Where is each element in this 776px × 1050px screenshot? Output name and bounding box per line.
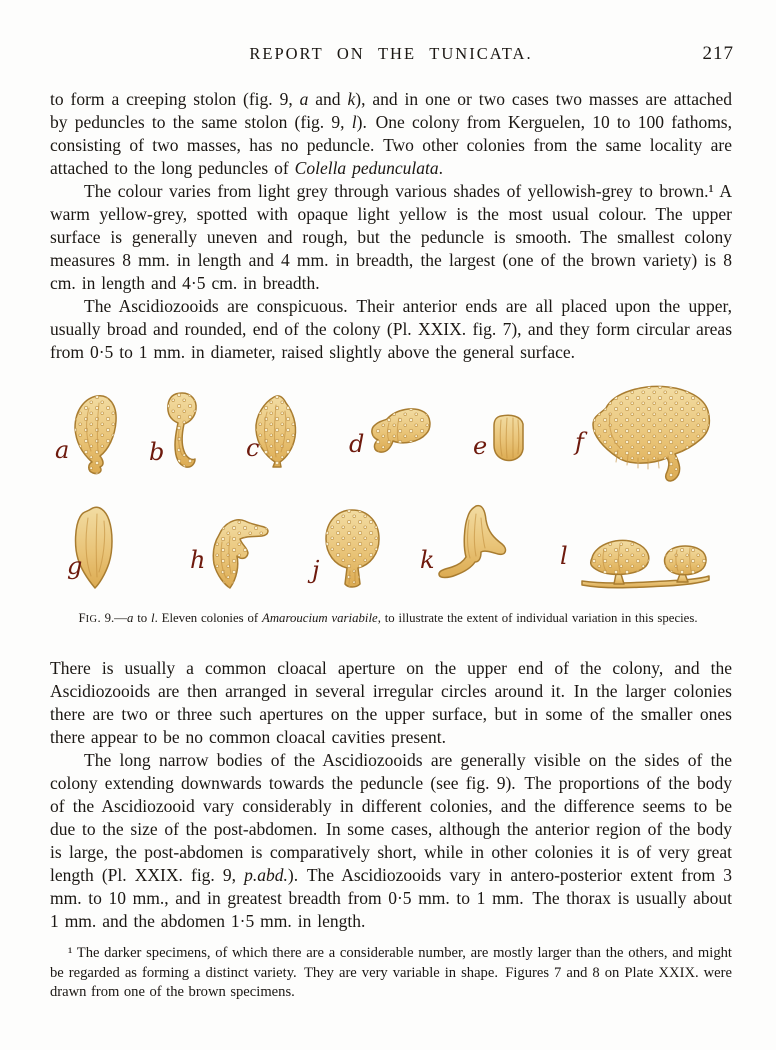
specimen-a-drawing bbox=[75, 396, 116, 474]
footnote: ¹ The darker specimens, of which there are a considerable number, are mostly larger than the others, and might be regarded as forming a distinct variety. They are very variable in shape. Figures 7 and 8 on Plate XXIX. were drawn from one of the brown specimens. bbox=[50, 945, 732, 1000]
specimen-label-a: a bbox=[55, 436, 70, 464]
text-column bbox=[50, 44, 732, 1003]
specimen-label-j: j bbox=[312, 556, 320, 584]
paragraph-body-proportions: The long narrow bodies of the Ascidiozooids are generally visible on the sides of the colony extending downwards towards the peduncle (see fig. 9). The proportions of the body of the Ascidiozooid vary considerably in different colonies, and the difference seems to be due to the size of the post-abdomen. In some cases, although the anterior region of the body is large, the post-abdomen is comparatively short, while in other colonies it is of very great length (Pl. XXIX. fig. 9, p.abd.). The Ascidiozooids vary in antero-posterior extent from 3 mm. to 10 mm., and in greatest breadth from 0·5 mm. to 1 mm. The thorax is usually about 1 mm. and the abdomen 1·5 mm. in length. bbox=[50, 750, 732, 931]
page-title: REPORT ON THE TUNICATA. bbox=[249, 44, 533, 63]
paragraph-stolon: to form a creeping stolon (fig. 9, a and k), and in one or two cases two masses are attached by peduncles to the same stolon (fig. 9, l). One colony from Kerguelen, 10 to 100 fathoms, consisting of two masses, has no peduncle. Two other colonies from the same locality are attached to the long peduncles of Colella pedunculata. bbox=[50, 89, 732, 178]
paragraph-cloacal-aperture: There is usually a common cloacal aperture on the upper end of the colony, and the Ascidiozooids are then arranged in several irregular circles around it. In the larger colonies there are two or three such apertures on the upper surface, but in some of the smaller ones there appear to be no common cloacal cavities present. bbox=[50, 658, 732, 747]
figure-caption: FIG. 9.—a to l. Eleven colonies of Amaroucium variabile, to illustrate the extent of individual variation in this species. bbox=[78, 611, 698, 625]
specimen-j-drawing bbox=[326, 510, 379, 587]
specimen-label-c: c bbox=[246, 434, 260, 462]
paragraph-ascidiozooids: The Ascidiozooids are conspicuous. Their anterior ends are all placed upon the upper, usually broad and rounded, end of the colony (Pl. XXIX. fig. 7), and they form circular areas from 0·5 to 1 mm. in diameter, raised slightly above the general surface. bbox=[50, 296, 732, 362]
specimen-label-l: l bbox=[560, 542, 568, 570]
specimen-h-drawing bbox=[213, 520, 268, 588]
specimen-k-drawing bbox=[439, 506, 505, 578]
paragraph-colour: The colour varies from light grey through various shades of yellowish-grey to brown.¹ A warm yellow-grey, spotted with opaque light yellow is the most usual colour. The upper surface is generally uneven and rough, but the peduncle is smooth. The smallest colony measures 8 mm. in length and 4 mm. in breadth, the largest (one of the brown variety) is 8 cm. in length and 4·5 cm. in breadth. bbox=[50, 181, 732, 293]
specimen-d-drawing bbox=[372, 409, 430, 452]
figure-9-illustration bbox=[0, 376, 776, 604]
specimen-label-g: g bbox=[67, 552, 83, 580]
specimen-label-d: d bbox=[349, 430, 365, 458]
specimen-label-k: k bbox=[420, 546, 435, 574]
specimen-f-drawing bbox=[593, 386, 709, 481]
page-number: 217 bbox=[702, 43, 734, 64]
specimen-label-f: f bbox=[575, 428, 584, 456]
running-head bbox=[50, 44, 732, 66]
specimen-b-drawing bbox=[168, 393, 196, 467]
specimen-label-h: h bbox=[190, 546, 206, 574]
specimen-l-drawing bbox=[582, 540, 709, 587]
specimen-e-drawing bbox=[494, 415, 523, 460]
specimen-label-e: e bbox=[473, 432, 488, 460]
specimen-c-drawing bbox=[256, 396, 296, 467]
specimen-label-b: b bbox=[149, 438, 165, 466]
specimen-drawings bbox=[0, 376, 776, 604]
